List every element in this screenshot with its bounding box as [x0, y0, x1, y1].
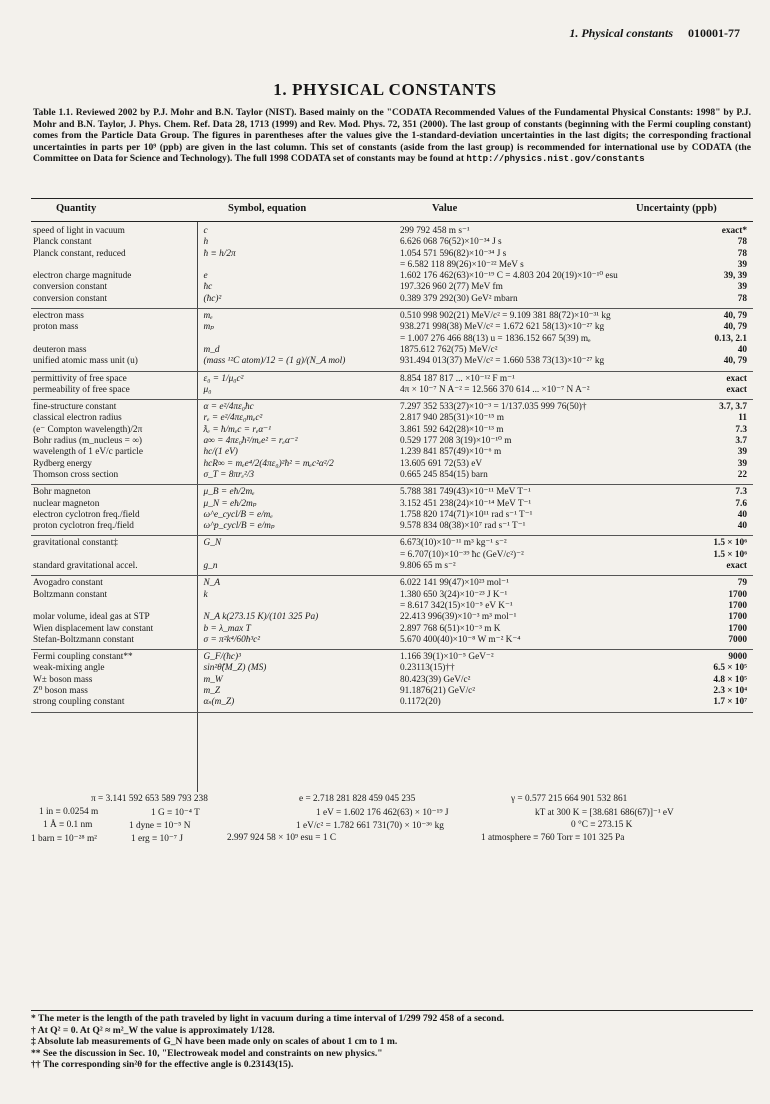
constants-group [31, 485, 753, 536]
quantity-cell: (e⁻ Compton wavelength)/2π [33, 424, 143, 435]
table-row [31, 459, 753, 470]
symbol-cell: m_Z [203, 685, 221, 696]
pi-value: π = 3.141 592 653 589 793 238 [91, 794, 208, 804]
bottom-rule [31, 1010, 753, 1011]
uncertainty-cell: 40, 79 [723, 311, 747, 322]
constants-group [31, 309, 753, 371]
quantity-cell: proton mass [33, 322, 79, 333]
col-value: Value [432, 203, 458, 214]
value-cell: = 6.707(10)×10⁻³⁹ ħc (GeV/c²)⁻² [399, 549, 524, 560]
quantity-cell: unified atomic mass unit (u) [33, 356, 138, 367]
quantity-cell [31, 260, 200, 271]
misc-row [31, 820, 753, 833]
value-cell: 0.529 177 208 3(19)×10⁻¹⁰ m [399, 436, 512, 447]
symbol-cell: hcR∞ = mₑe⁴/2(4πε₀)²ħ² = mₑc²α²/2 [203, 458, 334, 469]
symbol-cell: μ_B = eħ/2mₑ [203, 487, 255, 498]
value-cell: 9.578 834 08(38)×10⁷ rad s⁻¹ T⁻¹ [399, 521, 526, 532]
uncertainty-cell: 1700 [728, 612, 747, 623]
top-rule [31, 198, 753, 199]
value-cell: 13.605 691 72(53) eV [399, 458, 483, 469]
uncertainty-cell: 40 [737, 509, 747, 520]
celsius-def: 0 °C ≡ 273.15 K [571, 820, 633, 830]
symbol-cell [200, 334, 394, 345]
constants-group [31, 224, 753, 309]
constants-group [31, 650, 753, 712]
quantity-cell: speed of light in vacuum [33, 226, 125, 236]
quantity-cell [31, 601, 200, 612]
uncertainty-cell: 7.6 [735, 498, 747, 509]
footnote: † At Q² = 0. At Q² ≈ m²_W the value is approximately 1/128. [31, 1024, 275, 1036]
value-cell: 0.1172(20) [399, 697, 441, 708]
table-caption [33, 107, 751, 166]
value-cell: 3.152 451 238(24)×10⁻¹⁴ MeV T⁻¹ [399, 498, 532, 509]
table-row [31, 447, 753, 458]
value-cell: 1.758 820 174(71)×10¹¹ rad s⁻¹ T⁻¹ [399, 509, 533, 520]
quantity-cell: Rydberg energy [33, 458, 92, 469]
uncertainty-cell: 11 [738, 413, 747, 424]
uncertainty-cell: 9000 [728, 652, 747, 663]
quantity-cell: electron cyclotron freq./field [33, 509, 140, 520]
quantity-cell [31, 550, 200, 561]
value-cell: 6.673(10)×10⁻¹¹ m³ kg⁻¹ s⁻² [399, 538, 507, 549]
page-title: 1. PHYSICAL CONSTANTS [273, 80, 497, 99]
quantity-cell: Avogadro constant [33, 578, 103, 589]
col-uncertainty: Uncertainty (ppb) [636, 203, 717, 214]
misc-constants [31, 794, 753, 846]
erg-def: 1 erg ≡ 10⁻⁷ J [131, 834, 183, 844]
symbol-cell: mₑ [203, 311, 213, 322]
value-cell: 0.665 245 854(15) barn [399, 469, 488, 480]
uncertainty-cell: 1.7 × 10⁷ [713, 697, 747, 708]
symbol-cell: αₛ(m_Z) [203, 697, 235, 708]
inch-def: 1 in ≡ 0.0254 m [39, 807, 99, 817]
symbol-cell: μ₀ [203, 384, 212, 395]
atmosphere-def: 1 atmosphere ≡ 760 Torr ≡ 101 325 Pa [481, 833, 625, 843]
table-row [31, 436, 753, 447]
quantity-cell: permeability of free space [33, 384, 130, 395]
table-row [31, 612, 753, 623]
symbol-cell [200, 601, 394, 612]
table-row [31, 470, 753, 481]
symbol-cell: α = e²/4πε₀ħc [203, 402, 254, 413]
ev-mass: 1 eV/c² = 1.782 661 731(70) × 10⁻³⁶ kg [296, 821, 444, 831]
table-row [31, 249, 753, 260]
value-cell: 91.1876(21) GeV/c² [399, 685, 476, 696]
symbol-cell: e [203, 271, 208, 282]
table-row [31, 663, 753, 674]
quantity-cell: strong coupling constant [33, 697, 125, 708]
esu-def: 2.997 924 58 × 10⁹ esu = 1 C [227, 833, 337, 843]
uncertainty-cell: 1700 [728, 600, 747, 611]
uncertainty-cell: 39, 39 [723, 271, 747, 282]
symbol-cell [200, 550, 394, 561]
value-cell: 938.271 998(38) MeV/c² = 1.672 621 58(13)×10⁻²⁷ kg [399, 322, 605, 333]
value-cell: 931.494 013(37) MeV/c² = 1.660 538 73(13)×10⁻²⁷ kg [399, 356, 605, 367]
value-cell: 7.297 352 533(27)×10⁻³ = 1/137.035 999 76(50)† [399, 402, 587, 413]
uncertainty-cell: 1.5 × 10⁶ [713, 549, 747, 560]
constants-table [31, 224, 753, 713]
value-cell: 0.389 379 292(30) GeV² mbarn [399, 293, 518, 304]
uncertainty-cell: exact [726, 373, 747, 384]
value-cell: 1.239 841 857(49)×10⁻⁶ m [399, 447, 502, 458]
uncertainty-cell: 1700 [728, 589, 747, 600]
quantity-cell: weak-mixing angle [33, 663, 105, 674]
uncertainty-cell: 39 [737, 447, 747, 458]
uncertainty-cell: exact [726, 384, 747, 395]
uncertainty-cell: exact* [721, 226, 747, 236]
table-row [31, 590, 753, 601]
value-cell: 9.806 65 m s⁻² [399, 561, 456, 572]
symbol-cell: ε₀ = 1/μ₀c² [203, 373, 244, 384]
uncertainty-cell: 0.13, 2.1 [714, 333, 747, 344]
value-cell: 1875.612 762(75) MeV/c² [399, 344, 498, 355]
kt-value: kT at 300 K = [38.681 686(67)]⁻¹ eV [535, 808, 674, 818]
constants-group [31, 576, 753, 650]
table-row [31, 413, 753, 424]
footnote: †† The corresponding sin²θ for the effective angle is 0.23143(15). [31, 1059, 294, 1070]
symbol-cell: σ_T = 8πrₑ²/3 [203, 469, 255, 480]
constants-group [31, 400, 753, 485]
value-cell: 2.897 768 6(51)×10⁻³ m K [399, 623, 501, 634]
uncertainty-cell: 78 [737, 293, 747, 304]
value-cell: 5.670 400(40)×10⁻⁸ W m⁻² K⁻⁴ [399, 634, 521, 645]
caption-url: http://physics.nist.gov/constants [466, 154, 645, 164]
quantity-cell: Bohr radius (m_nucleus = ∞) [33, 436, 142, 447]
symbol-cell: (ħc)² [203, 293, 222, 304]
table-row [31, 697, 753, 708]
dyne-def: 1 dyne ≡ 10⁻⁵ N [129, 821, 191, 831]
constants-group [31, 372, 753, 401]
value-cell: 5.788 381 749(43)×10⁻¹¹ MeV T⁻¹ [399, 487, 531, 498]
uncertainty-cell: 4.8 × 10⁵ [713, 674, 747, 685]
value-cell: 6.022 141 99(47)×10²³ mol⁻¹ [399, 578, 509, 589]
table-row [31, 425, 753, 436]
uncertainty-cell: 40, 79 [723, 322, 747, 333]
table-row [31, 385, 753, 396]
quantity-cell: Planck constant [33, 237, 92, 248]
table-row [31, 499, 753, 510]
value-cell: 6.626 068 76(52)×10⁻³⁴ J s [399, 237, 502, 248]
uncertainty-cell: exact [726, 561, 747, 572]
ev-joule: 1 eV = 1.602 176 462(63) × 10⁻¹⁹ J [316, 808, 449, 818]
value-cell: 80.423(39) GeV/c² [399, 674, 471, 685]
value-cell: = 6.582 118 89(26)×10⁻²² MeV s [399, 259, 524, 270]
symbol-cell: ω^e_cycl/B = e/mₑ [203, 509, 273, 520]
uncertainty-cell: 7000 [728, 634, 747, 645]
symbol-cell: k [203, 589, 208, 600]
quantity-cell: permittivity of free space [33, 373, 127, 384]
uncertainty-cell: 1.5 × 10⁶ [713, 538, 747, 549]
misc-row [31, 833, 753, 846]
value-cell: 8.854 187 817 ... ×10⁻¹² F m⁻¹ [399, 373, 515, 384]
constants-group [31, 536, 753, 576]
table-row [31, 260, 753, 271]
value-cell: = 1.007 276 466 88(13) u = 1836.152 667 5(39) mₑ [399, 333, 591, 344]
quantity-cell: fine-structure constant [33, 402, 117, 413]
quantity-cell: Z⁰ boson mass [33, 685, 88, 696]
uncertainty-cell: 78 [737, 248, 747, 259]
misc-row [31, 807, 753, 820]
gamma-value: γ = 0.577 215 664 901 532 861 [511, 794, 628, 804]
uncertainty-cell: 7.3 [735, 424, 747, 435]
symbol-cell: h [203, 237, 209, 248]
quantity-cell: Thomson cross section [33, 469, 119, 480]
table-row [31, 487, 753, 498]
quantity-cell: deuteron mass [33, 344, 87, 355]
running-header [569, 26, 740, 41]
footnote: ‡ Absolute lab measurements of G_N have been made only on scales of about 1 cm to 1 m. [31, 1036, 398, 1047]
uncertainty-cell: 39 [737, 458, 747, 469]
gauss-def: 1 G ≡ 10⁻⁴ T [151, 808, 200, 818]
header-rule [31, 221, 753, 222]
uncertainty-cell: 78 [737, 237, 747, 248]
symbol-cell: G_N [203, 538, 222, 549]
table-row [31, 675, 753, 686]
table-row [31, 652, 753, 663]
symbol-cell: b = λ_max T [203, 623, 251, 634]
symbol-cell: a∞ = 4πε₀ħ²/mₑe² = rₑα⁻² [203, 436, 298, 447]
table-row [31, 686, 753, 697]
value-cell: 1.054 571 596(82)×10⁻³⁴ J s [399, 248, 507, 259]
table-row [31, 624, 753, 635]
section-title: 1. Physical constants [569, 26, 673, 40]
quantity-cell: conversion constant [33, 293, 108, 304]
value-cell: 0.23113(15)†† [399, 663, 455, 674]
symbol-cell: sin²θ̂(M_Z) (MS) [203, 663, 267, 674]
table-row [31, 271, 753, 282]
value-cell: 197.326 960 2(77) MeV fm [399, 282, 503, 293]
footnote: * The meter is the length of the path traveled by light in vacuum during a time interval of 1/299 792 458 of a second. [31, 1013, 505, 1024]
quantity-cell: proton cyclotron freq./field [33, 521, 134, 532]
symbol-cell: ω^p_cycl/B = e/mₚ [203, 521, 275, 532]
uncertainty-cell: 39 [737, 259, 747, 270]
table-row [31, 578, 753, 589]
symbol-cell [200, 260, 394, 271]
uncertainty-cell: 40, 79 [723, 356, 747, 367]
quantity-cell: electron charge magnitude [33, 271, 132, 282]
value-cell: 1.380 650 3(24)×10⁻²³ J K⁻¹ [399, 589, 508, 600]
uncertainty-cell: 3.7, 3.7 [719, 402, 747, 413]
table-row [31, 237, 753, 248]
quantity-cell: Planck constant, reduced [33, 248, 126, 259]
uncertainty-cell: 6.5 × 10⁵ [713, 663, 747, 674]
barn-def: 1 barn ≡ 10⁻²⁸ m² [31, 834, 97, 844]
uncertainty-cell: 1700 [728, 623, 747, 634]
symbol-cell: m_d [203, 344, 220, 355]
symbol-cell: c [203, 226, 208, 236]
quantity-cell: nuclear magneton [33, 498, 100, 509]
uncertainty-cell: 40 [737, 521, 747, 532]
symbol-cell: ƛₑ = ħ/mₑc = rₑα⁻¹ [203, 424, 271, 435]
value-cell: 1.602 176 462(63)×10⁻¹⁹ C = 4.803 204 20(19)×10⁻¹⁰ esu [399, 271, 618, 282]
symbol-cell: hc/(1 eV) [203, 447, 238, 458]
quantity-cell: classical electron radius [33, 413, 122, 424]
symbol-cell: N_A k(273.15 K)/(101 325 Pa) [203, 612, 319, 623]
quantity-cell: W± boson mass [33, 674, 93, 685]
uncertainty-cell: 2.3 × 10⁴ [713, 685, 747, 696]
table-row [31, 374, 753, 385]
symbol-cell: mₚ [203, 322, 214, 333]
symbol-cell: ħ ≡ h/2π [203, 248, 236, 259]
angstrom-def: 1 Å ≡ 0.1 nm [43, 820, 93, 830]
symbol-cell: μ_N = eħ/2mₚ [203, 498, 257, 509]
value-cell: = 8.617 342(15)×10⁻⁵ eV K⁻¹ [399, 600, 513, 611]
uncertainty-cell: 22 [737, 469, 747, 480]
quantity-cell: Stefan-Boltzmann constant [33, 634, 134, 645]
quantity-cell: standard gravitational accel. [33, 561, 138, 572]
value-cell: 3.861 592 642(28)×10⁻¹³ m [399, 424, 504, 435]
footnotes [31, 1013, 753, 1071]
symbol-cell: σ = π²k⁴/60ħ³c² [203, 634, 261, 645]
footnote: ** See the discussion in Sec. 10, "Electroweak model and constraints on new physics." [31, 1047, 383, 1059]
col-quantity: Quantity [56, 203, 97, 214]
table-row [31, 402, 753, 413]
table-row [31, 226, 753, 237]
uncertainty-cell: 3.7 [735, 436, 747, 447]
caption-text: Table 1.1. Reviewed 2002 by P.J. Mohr and B.N. Taylor (NIST). Based mainly on the "CODATA Recommended Values of the Fundamental Physical Constants: 1998" by P.J. Mohr and B.N. Taylor, J. Phys. Chem. Ref. Data 28, 1713 (1999) and Rev. Mod. Phys. 72, 351 (2000). The last group of constants (beginning with the Fermi coupling constant) comes from the Particle Data Group. The figures in parentheses after the values give the 1-standard-deviation uncertainties in the last digits; the corresponding fractional uncertainties in parts per 10⁹ (ppb) are given in the last column. This set of constants (aside from the last group) is recommended for international use by CODATA (the Committee on Data for Science and Technology). The full 1998 CODATA set of constants may be found at [33, 107, 751, 164]
quantity-cell: electron mass [33, 311, 84, 322]
col-symbol: Symbol, equation [228, 203, 307, 214]
symbol-cell: (mass ¹²C atom)/12 = (1 g)/(N_A mol) [203, 356, 346, 367]
quantity-cell: Fermi coupling constant** [33, 652, 133, 663]
table-row [31, 311, 753, 322]
table-row [31, 322, 753, 333]
quantity-cell: Bohr magneton [33, 487, 91, 498]
table-row [31, 282, 753, 293]
symbol-cell: rₑ = e²/4πε₀mₑc² [203, 413, 263, 424]
value-cell: 22.413 996(39)×10⁻³ m³ mol⁻¹ [399, 612, 517, 623]
quantity-cell: wavelength of 1 eV/c particle [33, 447, 143, 458]
uncertainty-cell: 7.3 [735, 487, 747, 498]
symbol-cell: m_W [203, 674, 223, 685]
table-row [31, 561, 753, 572]
quantity-cell: gravitational constant‡ [33, 538, 118, 549]
quantity-cell: Boltzmann constant [33, 589, 108, 600]
table-row [31, 345, 753, 356]
value-cell: 0.510 998 902(21) MeV/c² = 9.109 381 88(72)×10⁻³¹ kg [399, 311, 611, 322]
symbol-cell: N_A [203, 578, 221, 589]
table-row [31, 356, 753, 367]
symbol-cell: ħc [203, 282, 213, 293]
value-cell: 1.166 39(1)×10⁻⁵ GeV⁻² [399, 652, 494, 663]
table-row [31, 601, 753, 612]
table-row [31, 521, 753, 532]
table-row [31, 510, 753, 521]
uncertainty-cell: 39 [737, 282, 747, 293]
symbol-cell: G_F/(ħc)³ [203, 652, 241, 663]
table-row [31, 334, 753, 345]
table-row [31, 550, 753, 561]
quantity-cell: molar volume, ideal gas at STP [33, 612, 150, 623]
symbol-cell: g_n [203, 561, 218, 572]
value-cell: 2.817 940 285(31)×10⁻¹⁵ m [399, 413, 504, 424]
uncertainty-cell: 79 [737, 578, 747, 589]
value-cell: 4π × 10⁻⁷ N A⁻² = 12.566 370 614 ... ×10⁻⁷ N A⁻² [399, 384, 590, 395]
uncertainty-cell: 40 [737, 344, 747, 355]
quantity-cell: Wien displacement law constant [33, 623, 154, 634]
quantity-cell [31, 334, 200, 345]
page-number: 010001-77 [688, 26, 740, 40]
misc-row [31, 794, 753, 807]
table-row [31, 538, 753, 549]
table-row [31, 294, 753, 305]
table-row [31, 635, 753, 646]
quantity-cell: conversion constant [33, 282, 108, 293]
value-cell: 299 792 458 m s⁻¹ [399, 226, 470, 236]
e-value: e = 2.718 281 828 459 045 235 [299, 794, 416, 804]
